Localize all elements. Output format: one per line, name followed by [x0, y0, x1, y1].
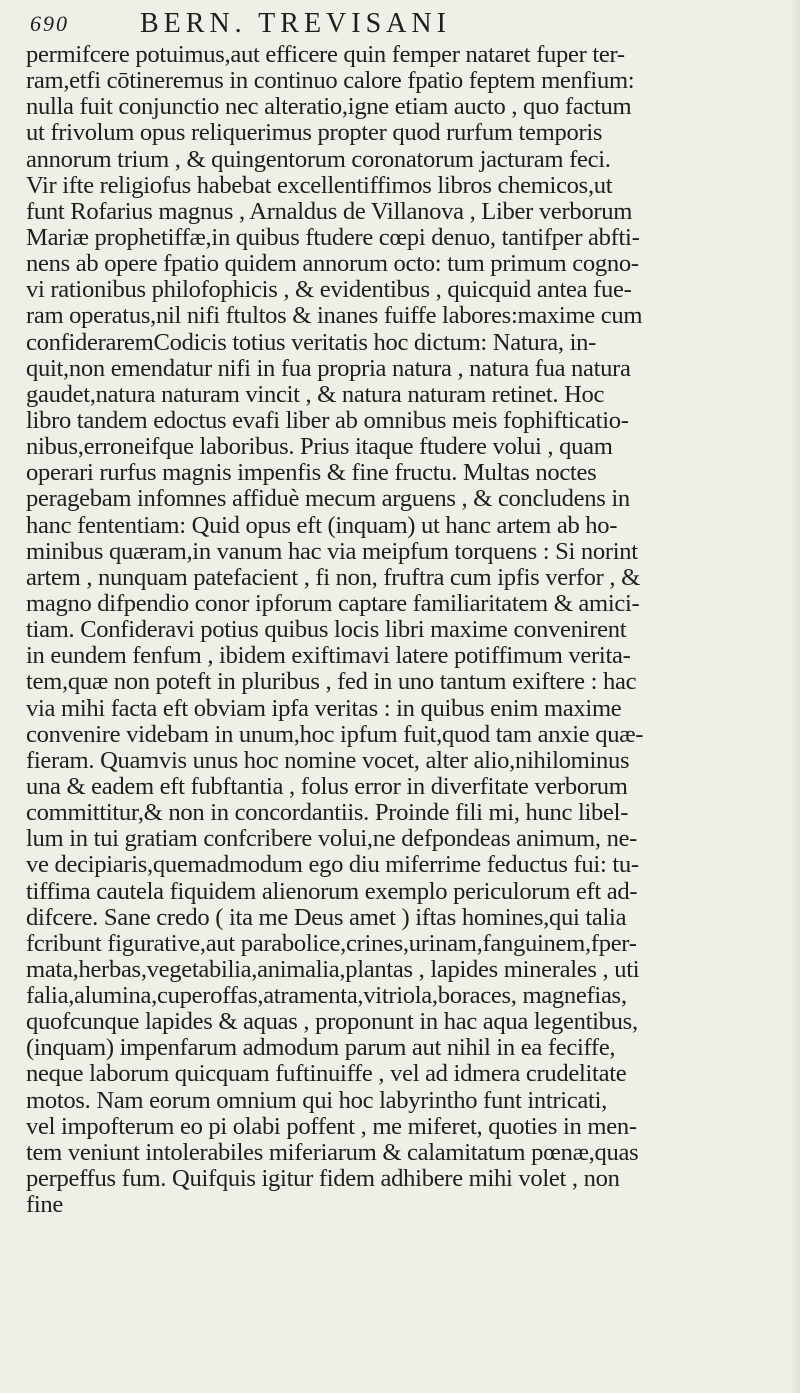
- text-line: artem , nunquam patefacient , fi non, fruftra cum ipfis verfor , &: [26, 564, 640, 591]
- text-line: nulla fuit conjunctio nec alteratio,igne etiam aucto , quo factum: [26, 94, 632, 121]
- text-line: fieram. Quamvis unus hoc nomine vocet, alter alio,nihilominus: [26, 747, 630, 774]
- page-number: 690: [30, 11, 69, 36]
- text-line: tiam. Confideravi potius quibus locis libri maxime convenirent: [26, 617, 627, 644]
- text-line: motos. Nam eorum omnium qui hoc labyrintho funt intricati,: [26, 1087, 607, 1114]
- page-edge-shadow: [790, 0, 800, 1393]
- text-line: Mariæ prophetiffæ,in quibus ftudere cœpi denuo, tantifper abfti-: [26, 224, 640, 251]
- text-line: confideraremCodicis totius veritatis hoc dictum: Natura, in-: [26, 329, 597, 356]
- text-line: vel impofterum eo pi olabi poffent , me miferet, quoties in men-: [26, 1113, 637, 1140]
- text-line: nens ab opere fpatio quidem annorum octo: tum primum cogno-: [26, 251, 639, 278]
- text-line: hanc fententiam: Quid opus eft (inquam) ut hanc artem ab ho-: [26, 512, 618, 539]
- text-line: Vir ifte religiofus habebat excellentiffimos libros chemicos,ut: [26, 172, 613, 199]
- text-line: operari rurfus magnis impenfis & fine fructu. Multas noctes: [26, 460, 597, 487]
- text-line: tem,quæ non poteft in pluribus , fed in uno tantum exiftere : hac: [26, 669, 637, 696]
- text-line: una & eadem eft fubftantia , folus error in diverfitate verborum: [26, 773, 628, 800]
- running-title: BERN. TREVISANI: [140, 8, 451, 39]
- text-line: gaudet,natura naturam vincit , & natura naturam retinet. Hoc: [26, 381, 605, 408]
- text-line: quit,non emendatur nifi in fua propria natura , natura fua natura: [26, 355, 631, 382]
- text-line: tem veniunt intolerabiles miferiarum & calamitatum pœnæ,quas: [26, 1139, 639, 1166]
- text-line: perpeffus fum. Quifquis igitur fidem adhibere mihi volet , non: [26, 1166, 620, 1193]
- text-line: (inquam) impenfarum admodum parum aut nihil in ea feciffe,: [26, 1035, 616, 1062]
- text-line: quofcunque lapides & aquas , proponunt in hac aqua legentibus,: [26, 1009, 638, 1036]
- text-line: ram,etfi cōtineremus in continuo calore fpatio feptem menfium:: [26, 68, 635, 95]
- text-line: via mihi facta eft obviam ipfa veritas : in quibus enim maxime: [26, 695, 622, 722]
- text-line: convenire videbam in unum,hoc ipfum fuit,quod tam anxie quæ-: [26, 721, 644, 748]
- text-line: funt Rofarius magnus , Arnaldus de Villanova , Liber verborum: [26, 198, 633, 225]
- text-line: lum in tui gratiam confcribere volui,ne defpondeas animum, ne-: [26, 826, 638, 853]
- text-line: peragebam infomnes affiduè mecum arguens , & concludens in: [26, 486, 630, 513]
- body-text: [26, 42, 790, 1218]
- text-line: neque laborum quicquam fuftinuiffe , vel ad idmera crudelitate: [26, 1061, 627, 1088]
- text-line: falia,alumina,cuperoffas,atramenta,vitriola,boraces, magnefias,: [26, 983, 627, 1010]
- text-line: fcribunt figurative,aut parabolice,crines,urinam,fanguinem,fper-: [26, 930, 637, 957]
- text-line: nibus,erroneifque laboribus. Prius itaque ftudere volui , quam: [26, 434, 613, 461]
- text-line: ve decipiaris,quemadmodum ego diu miferrime feductus fui: tu-: [26, 852, 639, 879]
- text-line: minibus quæram,in vanum hac via meipfum torquens : Si norint: [26, 538, 638, 565]
- text-line: ram operatus,nil nifi ftultos & inanes fuiffe labores:maxime cum: [26, 303, 643, 330]
- text-line: difcere. Sane credo ( ita me Deus amet ) iftas homines,qui talia: [26, 904, 627, 931]
- text-line: vi rationibus philofophicis , & evidentibus , quicquid antea fue-: [26, 277, 632, 304]
- text-line: tiffima cautela fiquidem alienorum exemplo periculorum eft ad-: [26, 878, 638, 905]
- text-line: fine: [26, 1192, 64, 1219]
- text-line: magno difpendio conor ipforum captare familiaritatem & amici-: [26, 590, 640, 617]
- running-head: [30, 8, 770, 40]
- text-line: permifcere potuimus,aut efficere quin femper nataret fuper ter-: [26, 42, 625, 68]
- text-line: annorum trium , & quingentorum coronatorum jacturam feci.: [26, 146, 611, 173]
- text-line: libro tandem edoctus evafi liber ab omnibus meis fophifticatio-: [26, 407, 629, 434]
- text-line: committitur,& non in concordantiis. Proinde fili mi, hunc libel-: [26, 800, 629, 827]
- text-line: mata,herbas,vegetabilia,animalia,plantas , lapides minerales , uti: [26, 956, 640, 983]
- text-line: in eundem fenfum , ibidem exiftimavi latere potiffimum verita-: [26, 643, 631, 670]
- text-line: ut frivolum opus reliquerimus propter quod rurfum temporis: [26, 120, 603, 147]
